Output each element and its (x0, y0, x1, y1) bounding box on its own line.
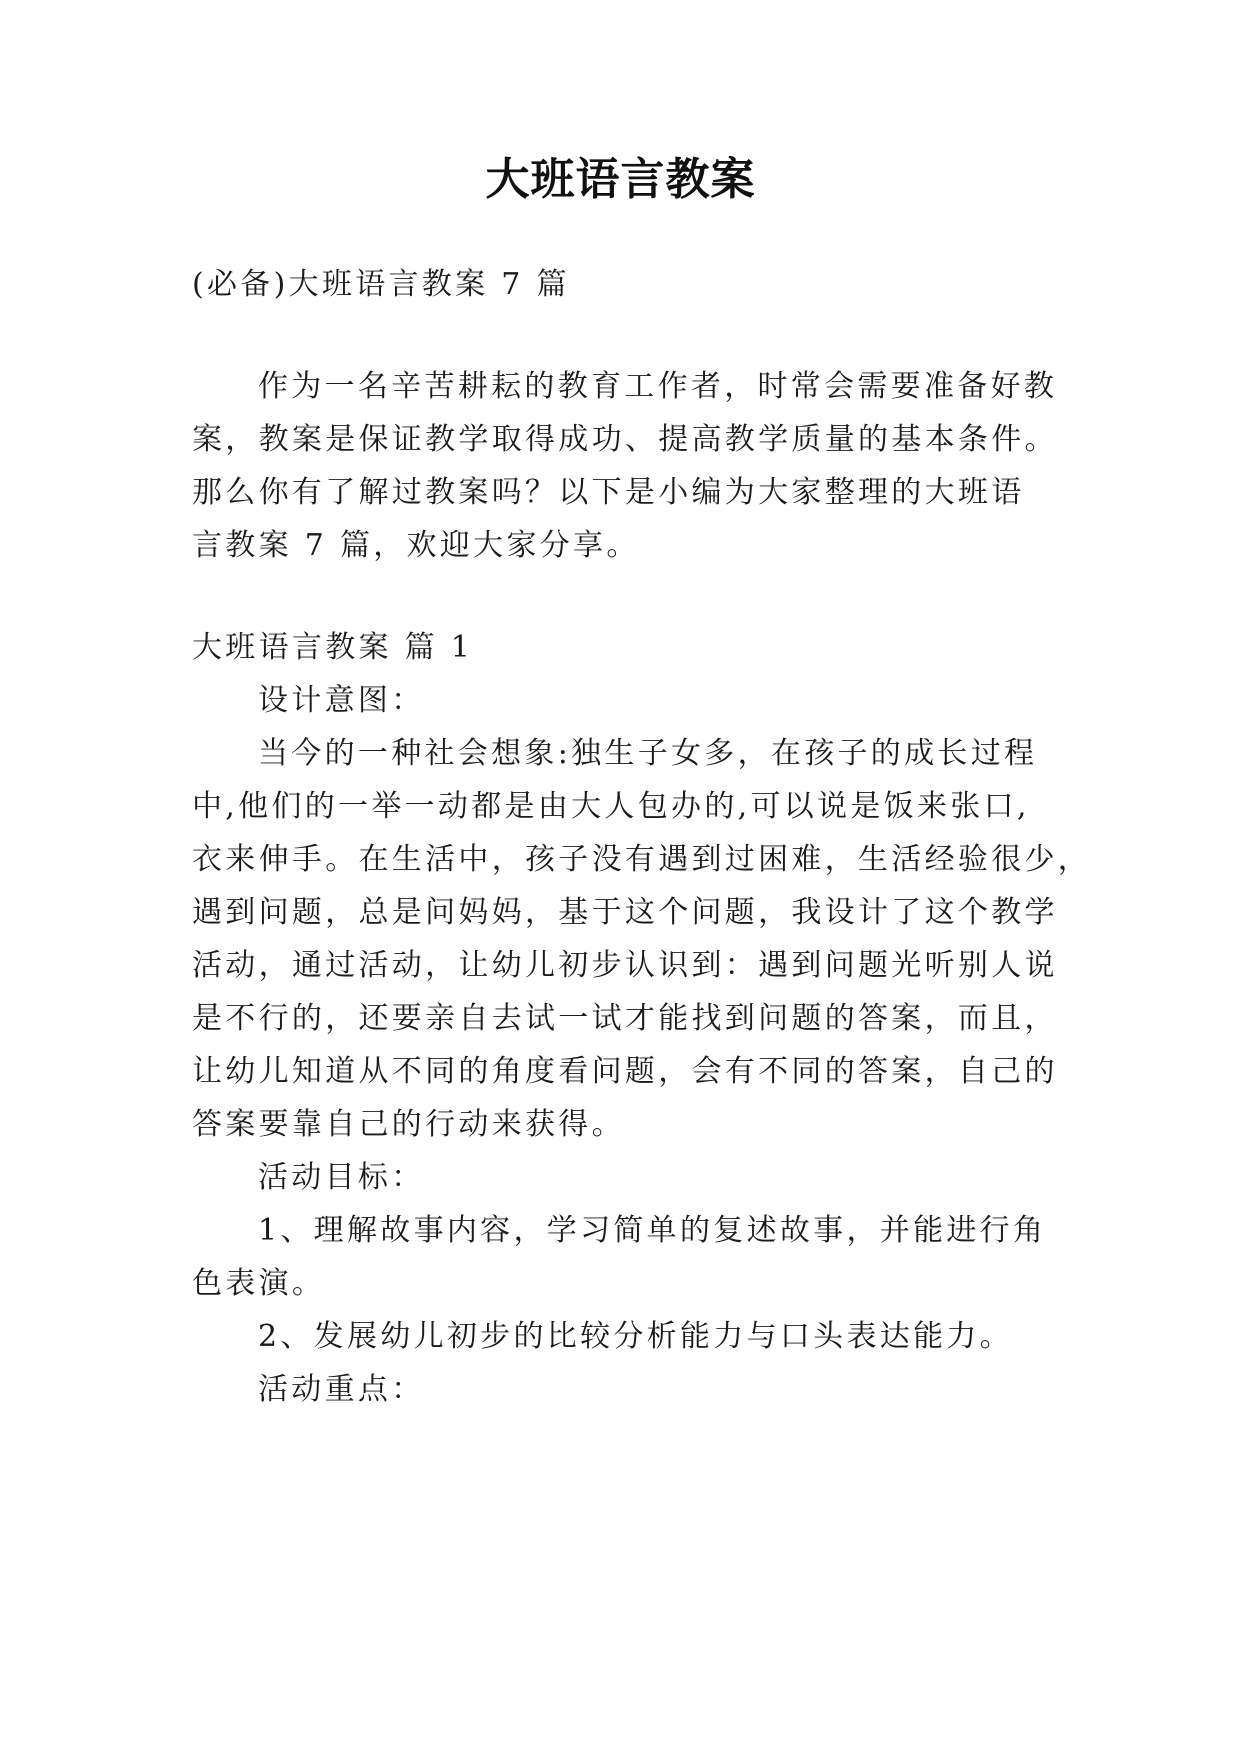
goals-label: 活动目标： (258, 1160, 425, 1195)
focus-label: 活动重点： (258, 1372, 425, 1407)
design-intent-line-5: 活动，通过活动，让幼儿初步认识到：遇到问题光听别人说 (192, 948, 1058, 983)
design-intent-line-3: 衣来伸手。在生活中，孩子没有遇到过困难，生活经验很少， (192, 842, 1092, 877)
design-intent-line-2: 中,他们的一举一动都是由大人包办的,可以说是饭来张口, (192, 789, 1030, 824)
intro-line-2: 案，教案是保证教学取得成功、提高教学质量的基本条件。 (192, 422, 1058, 457)
intro-line-1: 作为一名辛苦耕耘的教育工作者，时常会需要准备好教 (258, 369, 1058, 404)
goal-1-line-1: 1、理解故事内容，学习简单的复述故事，并能进行角 (258, 1213, 1047, 1248)
design-intent-line-7: 让幼儿知道从不同的角度看问题，会有不同的答案，自己的 (192, 1054, 1058, 1089)
document-title: 大班语言教案 (485, 154, 756, 205)
design-intent-line-1: 当今的一种社会想象:独生子女多，在孩子的成长过程 (258, 736, 1038, 771)
design-intent-line-4: 遇到问题，总是问妈妈，基于这个问题，我设计了这个教学 (192, 895, 1058, 930)
goal-1-line-2: 色表演。 (192, 1266, 326, 1301)
intro-line-4: 言教案 7 篇，欢迎大家分享。 (192, 528, 640, 563)
intro-line-3: 那么你有了解过教案吗？以下是小编为大家整理的大班语 (192, 475, 1025, 510)
document-subtitle: (必备)大班语言教案 7 篇 (192, 267, 570, 302)
design-intent-line-8: 答案要靠自己的行动来获得。 (192, 1107, 625, 1142)
design-intent-line-6: 是不行的，还要亲自去试一试才能找到问题的答案，而且， (192, 1001, 1058, 1036)
design-intent-label: 设计意图： (258, 683, 425, 718)
goal-2: 2、发展幼儿初步的比较分析能力与口头表达能力。 (258, 1319, 1013, 1354)
section-heading: 大班语言教案 篇 1 (192, 630, 474, 665)
